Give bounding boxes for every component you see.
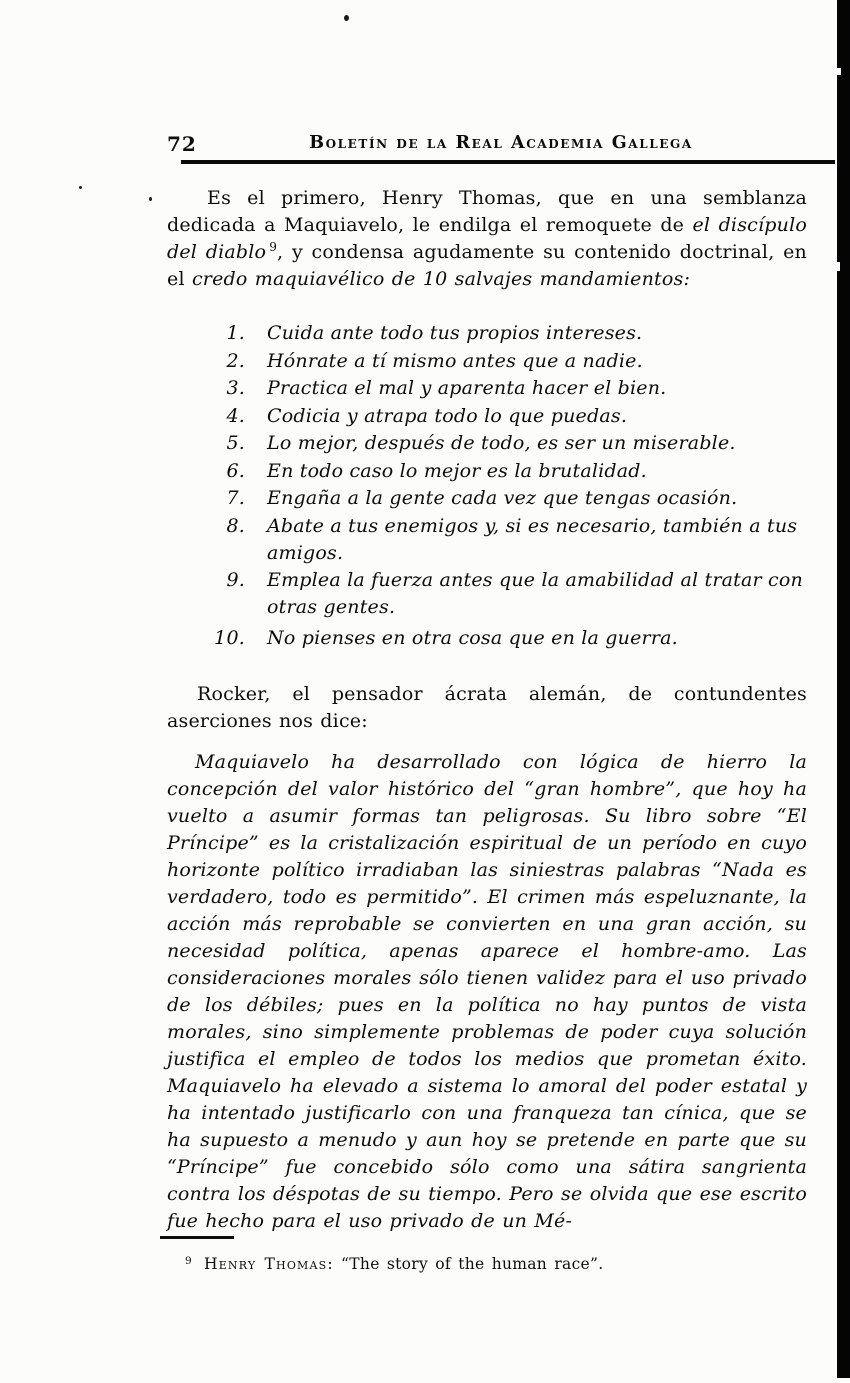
item-text: Hónrate a tí mismo antes que a nadie. (267, 349, 643, 372)
item-number: 6. (226, 459, 245, 482)
item-number: 1. (226, 322, 245, 344)
item-number: 7. (226, 487, 245, 509)
intro-text-1: Es el primero, Henry Thomas, que en una semblanza dedicada a Maquiavelo, le endilga el remoquete de (167, 187, 807, 236)
list-item (167, 320, 807, 347)
page-number: 72 (167, 132, 197, 156)
scan-notch (837, 68, 841, 75)
item-text: En todo caso lo mejor es la brutalidad. (267, 459, 647, 482)
item-text: Lo mejor, después de todo, es ser un miserable. (267, 432, 736, 454)
page-header (167, 130, 835, 158)
list-item (167, 348, 807, 375)
blockquote-rocker: Maquiavelo ha desarrollado con lógica de hierro la concepción del valor histórico del “gran hombre”, que hoy ha vuelto a asumir formas tan peligrosas. Su libro sobre “El Príncipe” es la cristalización espiritual de un período en cuyo horizonte político irradiaban las siniestras palabras “Nada es verdadero, todo es permitido”. El crimen más espeluznante, la acción más reprobable se convierten en una gran acción, su necesidad política, apenas aparece el hombre-amo. Las consideraciones morales sólo tienen validez para el uso privado de los débiles; pues en la política no hay puntos de vista morales, sino simplemente problemas de poder cuya solución justifica el empleo de todos los medios que prometan éxito. Maquiavelo ha elevado a sistema lo amoral del poder estatal y ha intentado justificarlo con una franqueza tan cínica, que se ha supuesto a menudo y aun hoy se pretende en parte que su “Príncipe” fue concebido sólo como una sátira sangrienta contra los déspotas de su tiempo. Pero se olvida que ese escrito fue hecho para el uso privado de un Mé- (167, 751, 807, 1232)
item-text: Practica el mal y aparenta hacer el bien. (267, 377, 667, 399)
ink-speck (79, 186, 82, 189)
item-number: 8. (226, 514, 245, 537)
scan-notch (837, 262, 840, 271)
item-number: 2. (226, 349, 245, 372)
list-item (167, 625, 807, 652)
list-item (167, 567, 807, 621)
item-number: 9. (226, 569, 245, 591)
intro-text-2: , y condensa agudamente su contenido doctrinal, en el (167, 241, 807, 290)
item-text: Cuida ante todo tus propios intereses. (267, 322, 643, 344)
list-item (167, 458, 807, 485)
item-text: Emplea la fuerza antes que la amabilidad al tratar con otras gentes. (267, 569, 803, 618)
journal-header-title: Boletín de la Real Academia Gallega (309, 133, 693, 153)
paragraph-rocker: Rocker, el pensador ácrata alemán, de contundentes aserciones nos dice: (167, 683, 807, 732)
footnote-ref-marker: 9 (269, 240, 278, 254)
item-number: 5. (226, 432, 245, 454)
footnote-rule (160, 1236, 234, 1239)
intro-italic-1: el discípulo del diablo (167, 214, 807, 263)
ink-speck (344, 15, 349, 21)
list-item (167, 430, 807, 457)
commandments-list (167, 320, 807, 653)
footnote-author: Henry Thomas: (203, 1255, 334, 1273)
header-rule (181, 160, 835, 164)
footnote (167, 1251, 807, 1275)
footnote-marker: 9 (185, 1255, 192, 1267)
item-number: 3. (226, 377, 245, 399)
list-item (167, 375, 807, 402)
list-item (167, 485, 807, 512)
intro-italic-2: credo maquiavélico de 10 salvajes mandamientos: (191, 268, 691, 290)
item-number: 4. (226, 404, 245, 427)
item-text: No pienses en otra cosa que en la guerra. (267, 627, 678, 649)
item-text: Codicia y atrapa todo lo que puedas. (267, 404, 628, 427)
scan-edge-bar (837, 0, 850, 1378)
paragraph-intro (167, 185, 807, 293)
item-text: Engaña a la gente cada vez que tengas ocasión. (267, 487, 738, 509)
item-number: 10. (214, 627, 245, 649)
footnote-text: “The story of the human race”. (341, 1255, 604, 1273)
list-item (167, 403, 807, 430)
list-item (167, 513, 807, 567)
ink-speck (149, 197, 152, 201)
item-text: Abate a tus enemigos y, si es necesario, también a tus amigos. (267, 514, 798, 564)
